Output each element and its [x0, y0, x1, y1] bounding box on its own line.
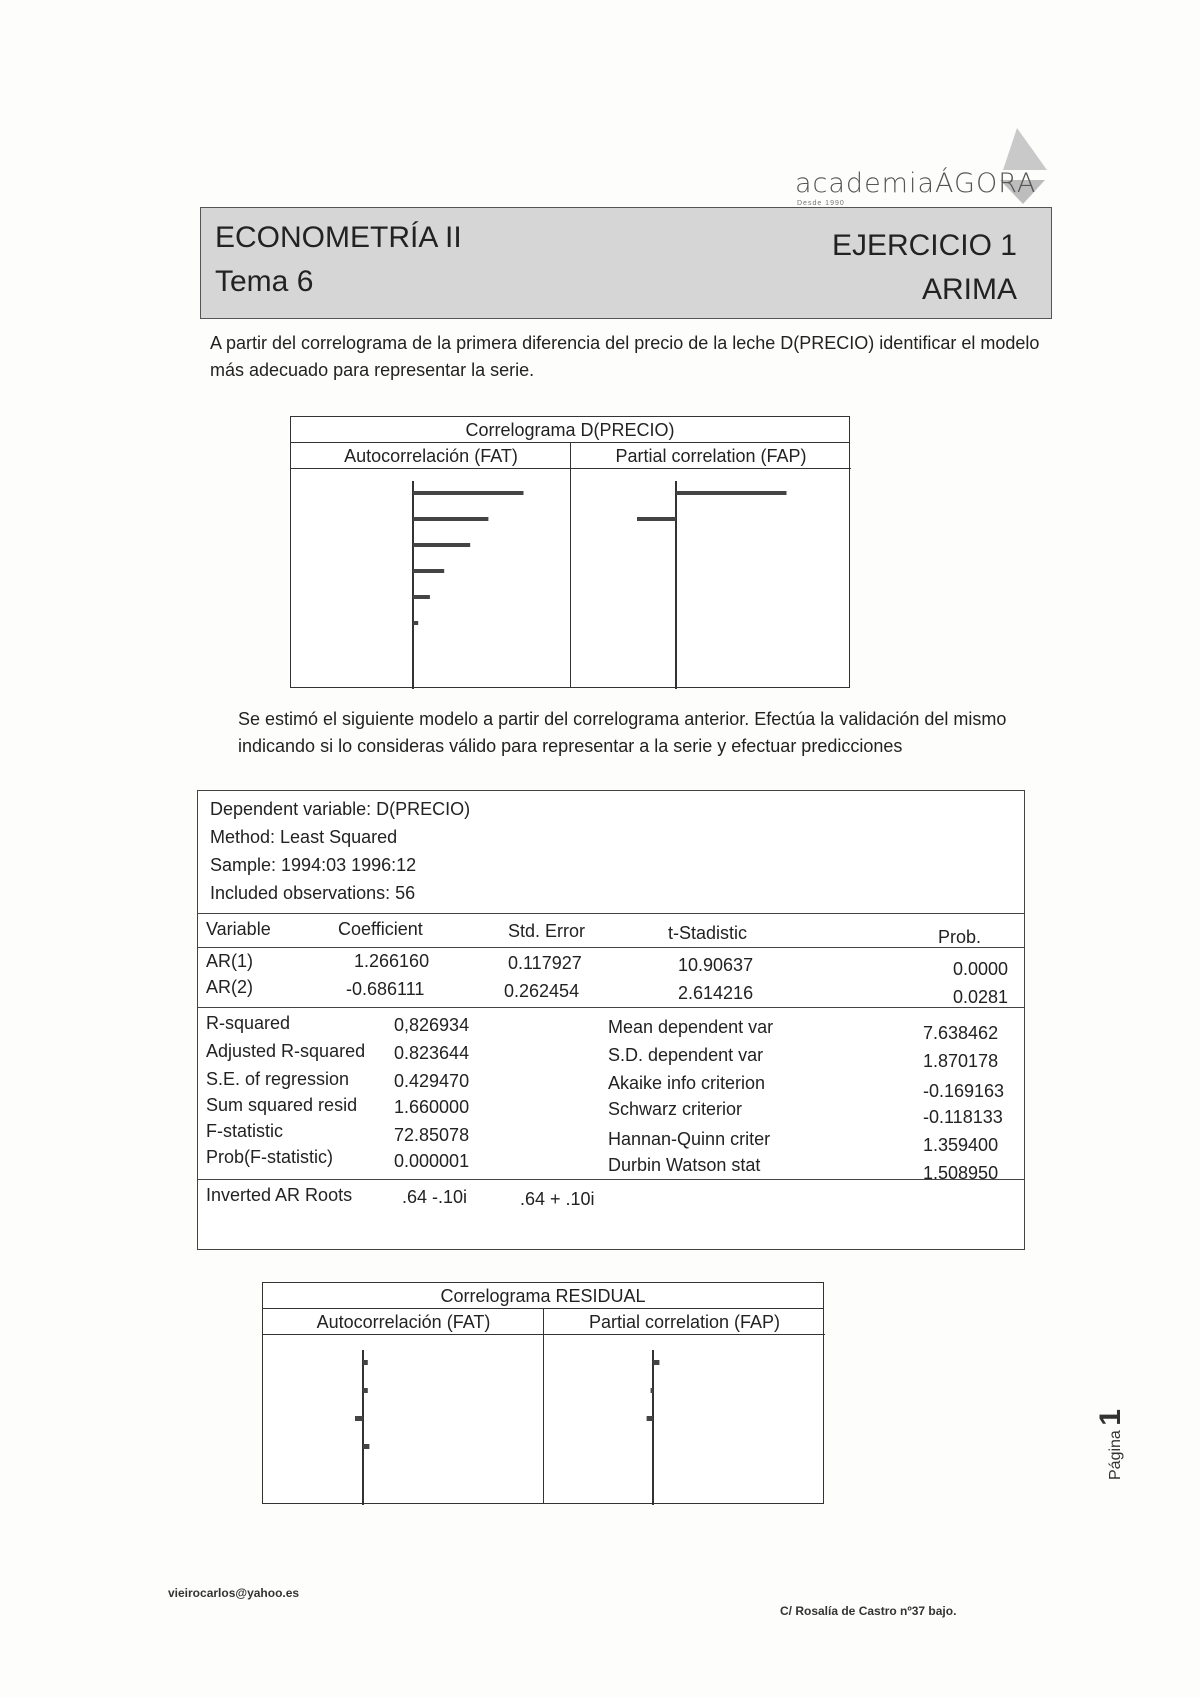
residual-fat-bar: [363, 1388, 368, 1393]
stat-value: 1.508950: [923, 1163, 999, 1183]
header-std-error: Std. Error: [508, 921, 586, 941]
stat-value: 0.000001: [394, 1151, 470, 1171]
stat-value: -0.169163: [923, 1081, 1005, 1101]
info-sample: Sample: 1994:03 1996:12: [210, 855, 417, 875]
info-dependent: Dependent variable: D(PRECIO): [210, 799, 471, 819]
stat-value: 0,826934: [394, 1015, 470, 1035]
coef-prob: 0.0281: [953, 987, 1009, 1007]
stat-value: 1.660000: [394, 1097, 470, 1117]
stat-value: -0.118133: [923, 1107, 1003, 1127]
fat-bar: [413, 543, 470, 547]
header-right: [832, 224, 1017, 312]
header-variable: Variable: [206, 919, 271, 939]
fap-bar: [637, 517, 676, 521]
header-left: [215, 216, 462, 304]
fat-bar: [413, 491, 524, 495]
coef-variable: AR(1): [206, 951, 254, 971]
academia-agora-logo: [795, 128, 1050, 208]
fap-header: Partial correlation (FAP): [571, 443, 851, 469]
header-t-stat: t-Stadistic: [668, 923, 748, 943]
fat-bar: [413, 621, 418, 625]
fat-bar: [413, 517, 488, 521]
correlogram-residual: [262, 1282, 824, 1504]
stat-value: 72.85078: [394, 1125, 470, 1145]
ar-root: .64 -.10i: [402, 1187, 468, 1207]
info-observations: Included observations: 56: [210, 883, 416, 903]
footer-address: C/ Rosalía de Castro nº37 bajo.: [780, 1604, 957, 1618]
header-prob: Prob.: [938, 927, 982, 947]
coef-std-error: 0.262454: [504, 981, 580, 1001]
stat-value: 1.359400: [923, 1135, 999, 1155]
residual-fap-bar: [653, 1360, 659, 1365]
stat-value: 1.870178: [923, 1051, 999, 1071]
coef-std-error: 0.117927: [508, 953, 582, 973]
correlogram-title: Correlograma D(PRECIO): [291, 417, 849, 443]
stat-label: S.D. dependent var: [608, 1045, 764, 1065]
fat-header: Autocorrelación (FAT): [263, 1309, 544, 1335]
fap-bar: [676, 491, 787, 495]
stat-label: Schwarz criterior: [608, 1099, 743, 1119]
page-number: [1094, 1409, 1128, 1480]
stat-value: 7.638462: [923, 1023, 999, 1043]
regression-output: [197, 790, 1025, 1250]
topic-title: Tema 6: [215, 265, 314, 298]
correlogram-bars: [291, 469, 851, 689]
correlogram-title: Correlograma RESIDUAL: [263, 1283, 823, 1309]
correlogram-dprecio: [290, 416, 850, 688]
stat-label: Adjusted R-squared: [206, 1041, 366, 1061]
residual-fat-bar: [355, 1416, 363, 1421]
footer-email: vieirocarlos@yahoo.es: [168, 1586, 300, 1600]
header-box: [200, 207, 1052, 319]
roots-label: Inverted AR Roots: [206, 1185, 353, 1205]
course-title: ECONOMETRÍA II: [215, 221, 462, 254]
coef-value: 1.266160: [354, 951, 430, 971]
info-method: Method: Least Squared: [210, 827, 398, 847]
residual-fat-bar: [363, 1444, 369, 1449]
page-label: Página: [1107, 1430, 1124, 1480]
fat-bar: [413, 595, 430, 599]
divider-line: [198, 1007, 1024, 1008]
coef-t-stat: 10.90637: [678, 955, 754, 975]
model-paragraph: Se estimó el siguiente modelo a partir del correlograma anterior. Efectúa la validación del mismo indicando si lo consideras válido para representar a la serie y efectuar predicciones: [238, 709, 1007, 756]
fat-bar: [413, 569, 444, 573]
divider-line: [198, 913, 1024, 914]
stat-label: R-squared: [206, 1013, 291, 1033]
stat-label: Hannan-Quinn criter: [608, 1129, 771, 1149]
residual-fap-bar: [647, 1416, 653, 1421]
stat-label: Prob(F-statistic): [206, 1147, 334, 1167]
fap-header: Partial correlation (FAP): [544, 1309, 825, 1335]
fat-header: Autocorrelación (FAT): [291, 443, 571, 469]
logo-name: academiaÁGORA: [795, 168, 1037, 199]
coef-value: -0.686111: [346, 979, 425, 999]
exercise-title: EJERCICIO 1: [831, 229, 1017, 262]
stat-label: F-statistic: [206, 1121, 284, 1141]
coef-prob: 0.0000: [953, 959, 1009, 979]
logo-subtitle: Desde 1990: [797, 200, 845, 207]
header-coefficient: Coefficient: [338, 919, 423, 939]
stat-label: S.E. of regression: [206, 1069, 350, 1089]
divider-line: [198, 947, 1024, 948]
coef-t-stat: 2.614216: [678, 983, 754, 1003]
stat-label: Sum squared resid: [206, 1095, 358, 1115]
ar-root: .64 + .10i: [520, 1189, 595, 1209]
correlogram-bars: [263, 1335, 825, 1505]
residual-fap-bar: [651, 1388, 653, 1393]
subject-title: ARIMA: [921, 273, 1017, 306]
divider-line: [198, 1179, 1024, 1180]
stat-label: Durbin Watson stat: [608, 1155, 761, 1175]
intro-paragraph: A partir del correlograma de la primera diferencia del precio de la leche D(PRECIO) identificar el modelo más adecuado para representar la serie.: [210, 333, 1040, 380]
residual-fat-bar: [363, 1360, 368, 1365]
page-number-value: 1: [1094, 1409, 1127, 1426]
coef-variable: AR(2): [206, 977, 254, 997]
stat-label: Mean dependent var: [608, 1017, 774, 1037]
stat-value: 0.823644: [394, 1043, 470, 1063]
stat-label: Akaike info criterion: [608, 1073, 766, 1093]
stat-value: 0.429470: [394, 1071, 470, 1091]
